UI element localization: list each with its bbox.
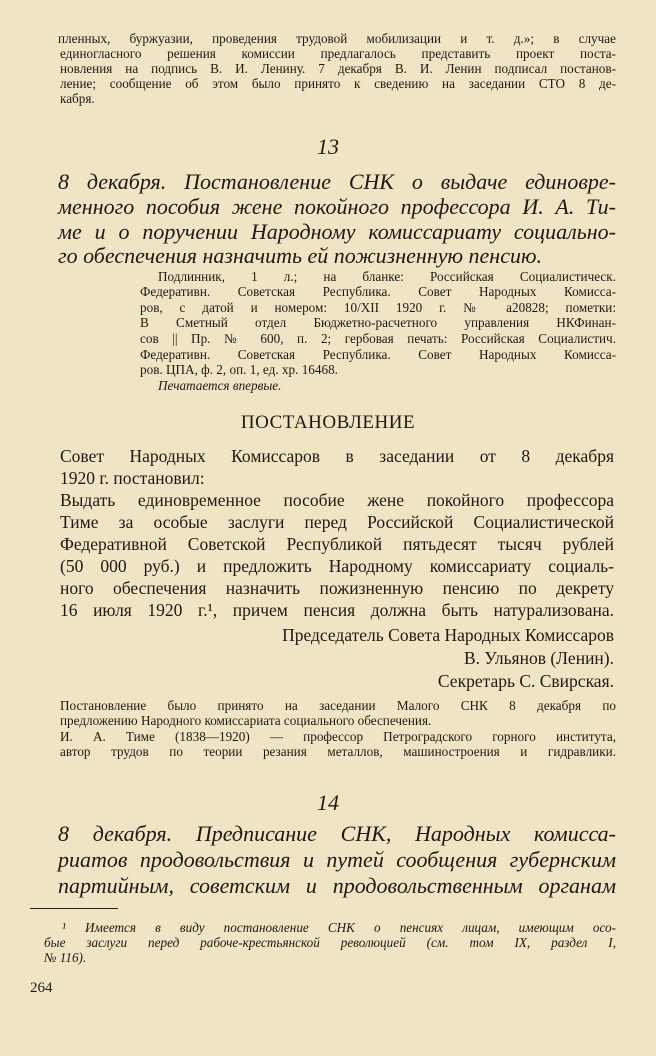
document-number-14: 14 (317, 790, 339, 815)
decree-title: ПОСТАНОВЛЕНИЕ (240, 412, 416, 433)
text-line: Федеративной Советской Республикой пятьдесят тысяч рублей (60, 534, 614, 554)
text-line: 16 июля 1920 г.¹, причем пенсия должна быть натурализована. (60, 600, 614, 620)
text-line: единогласного решения комиссии предлагалось представить проект поста- (60, 46, 616, 61)
signature-secretary: Секретарь С. Свирская. (437, 671, 614, 691)
text-line: партийным, советским и продовольственным органам (58, 873, 616, 898)
text-line: ме и о поручении Народному комиссариату социально- (58, 219, 616, 244)
text-line: № 116). (44, 950, 87, 965)
text-line: ров, с датой и номером: 10/XII 1920 г. № а20828; пометки: (140, 300, 616, 315)
text-line: сов || Пр. № 600, п. 2; гербовая печать: Российская Социалистич. (140, 331, 616, 346)
text-line: ров. ЦПА, ф. 2, оп. 1, ед. хр. 16468. (140, 362, 338, 377)
text-line: Федеративн. Советская Республика. Совет Народных Комисса- (140, 347, 616, 362)
text-line: ¹ Имеется в виду постановление СНК о пенсиях лицам, имеющим осо- (62, 920, 616, 935)
text-line: риатов продовольствия и путей сообщения губернским (58, 847, 616, 872)
document-number-13: 13 (317, 134, 339, 159)
text-line: предложению Народного комиссариата социального обеспечения. (60, 713, 432, 728)
text-line: Совет Народных Комиссаров в заседании от 8 декабря (60, 446, 614, 466)
text-line: го обеспечения назначить ей пожизненную пенсию. (58, 243, 542, 268)
signature-chairman-title: Председатель Совета Народных Комиссаров (282, 625, 614, 645)
text-line: автор трудов по теории резания металлов, машиностроения и гидравлики. (60, 744, 616, 759)
text-line: Подлинник, 1 л.; на бланке: Российская Социалистическ. (158, 269, 616, 284)
text-line: Выдать единовременное пособие жене покойного профессора (60, 490, 614, 510)
text-line: Федеративн. Советская Республика. Совет Народных Комисса- (140, 284, 616, 299)
text-line: новления на подпись В. И. Ленину. 7 декабря В. И. Ленин подписал постанов- (60, 61, 616, 76)
text-line: 1920 г. постановил: (60, 468, 205, 488)
text-line: И. А. Тиме (1838—1920) — профессор Петроградского горного института, (60, 729, 616, 744)
text-line: менного пособия жене покойного профессора И. А. Ти- (58, 194, 616, 219)
text-line: ление; сообщение об этом было принято к сведению на заседании СТО 8 де- (60, 76, 616, 91)
text-line: Тиме за особые заслуги перед Российской Социалистической (60, 512, 614, 532)
text-line: пленных, буржуазии, проведения трудовой мобилизации и т. д.»; в случае (58, 31, 616, 46)
text-line: кабря. (60, 91, 95, 106)
text-line: бые заслуги перед рабоче-крестьянской революцией (см. том IX, раздел I, (44, 935, 616, 950)
text-line: 8 декабря. Предписание СНК, Народных комисса- (58, 821, 616, 846)
page-number: 264 (30, 980, 53, 996)
text-line: Печатается впервые. (158, 378, 282, 393)
text-line: В Сметный отдел Бюджетно-расчетного управления НКФинан- (140, 315, 616, 330)
footnote-divider (30, 908, 118, 909)
text-line: Постановление было принято на заседании Малого СНК 8 декабря по (60, 698, 616, 713)
text-line: ного обеспечения назначить пожизненную пенсию по декрету (60, 578, 614, 598)
text-line: (50 000 руб.) и предложить Народному комиссариату социаль- (60, 556, 614, 576)
signature-lenin: В. Ульянов (Ленин). (464, 648, 614, 668)
text-line: 8 декабря. Постановление СНК о выдаче единовре- (58, 169, 616, 194)
